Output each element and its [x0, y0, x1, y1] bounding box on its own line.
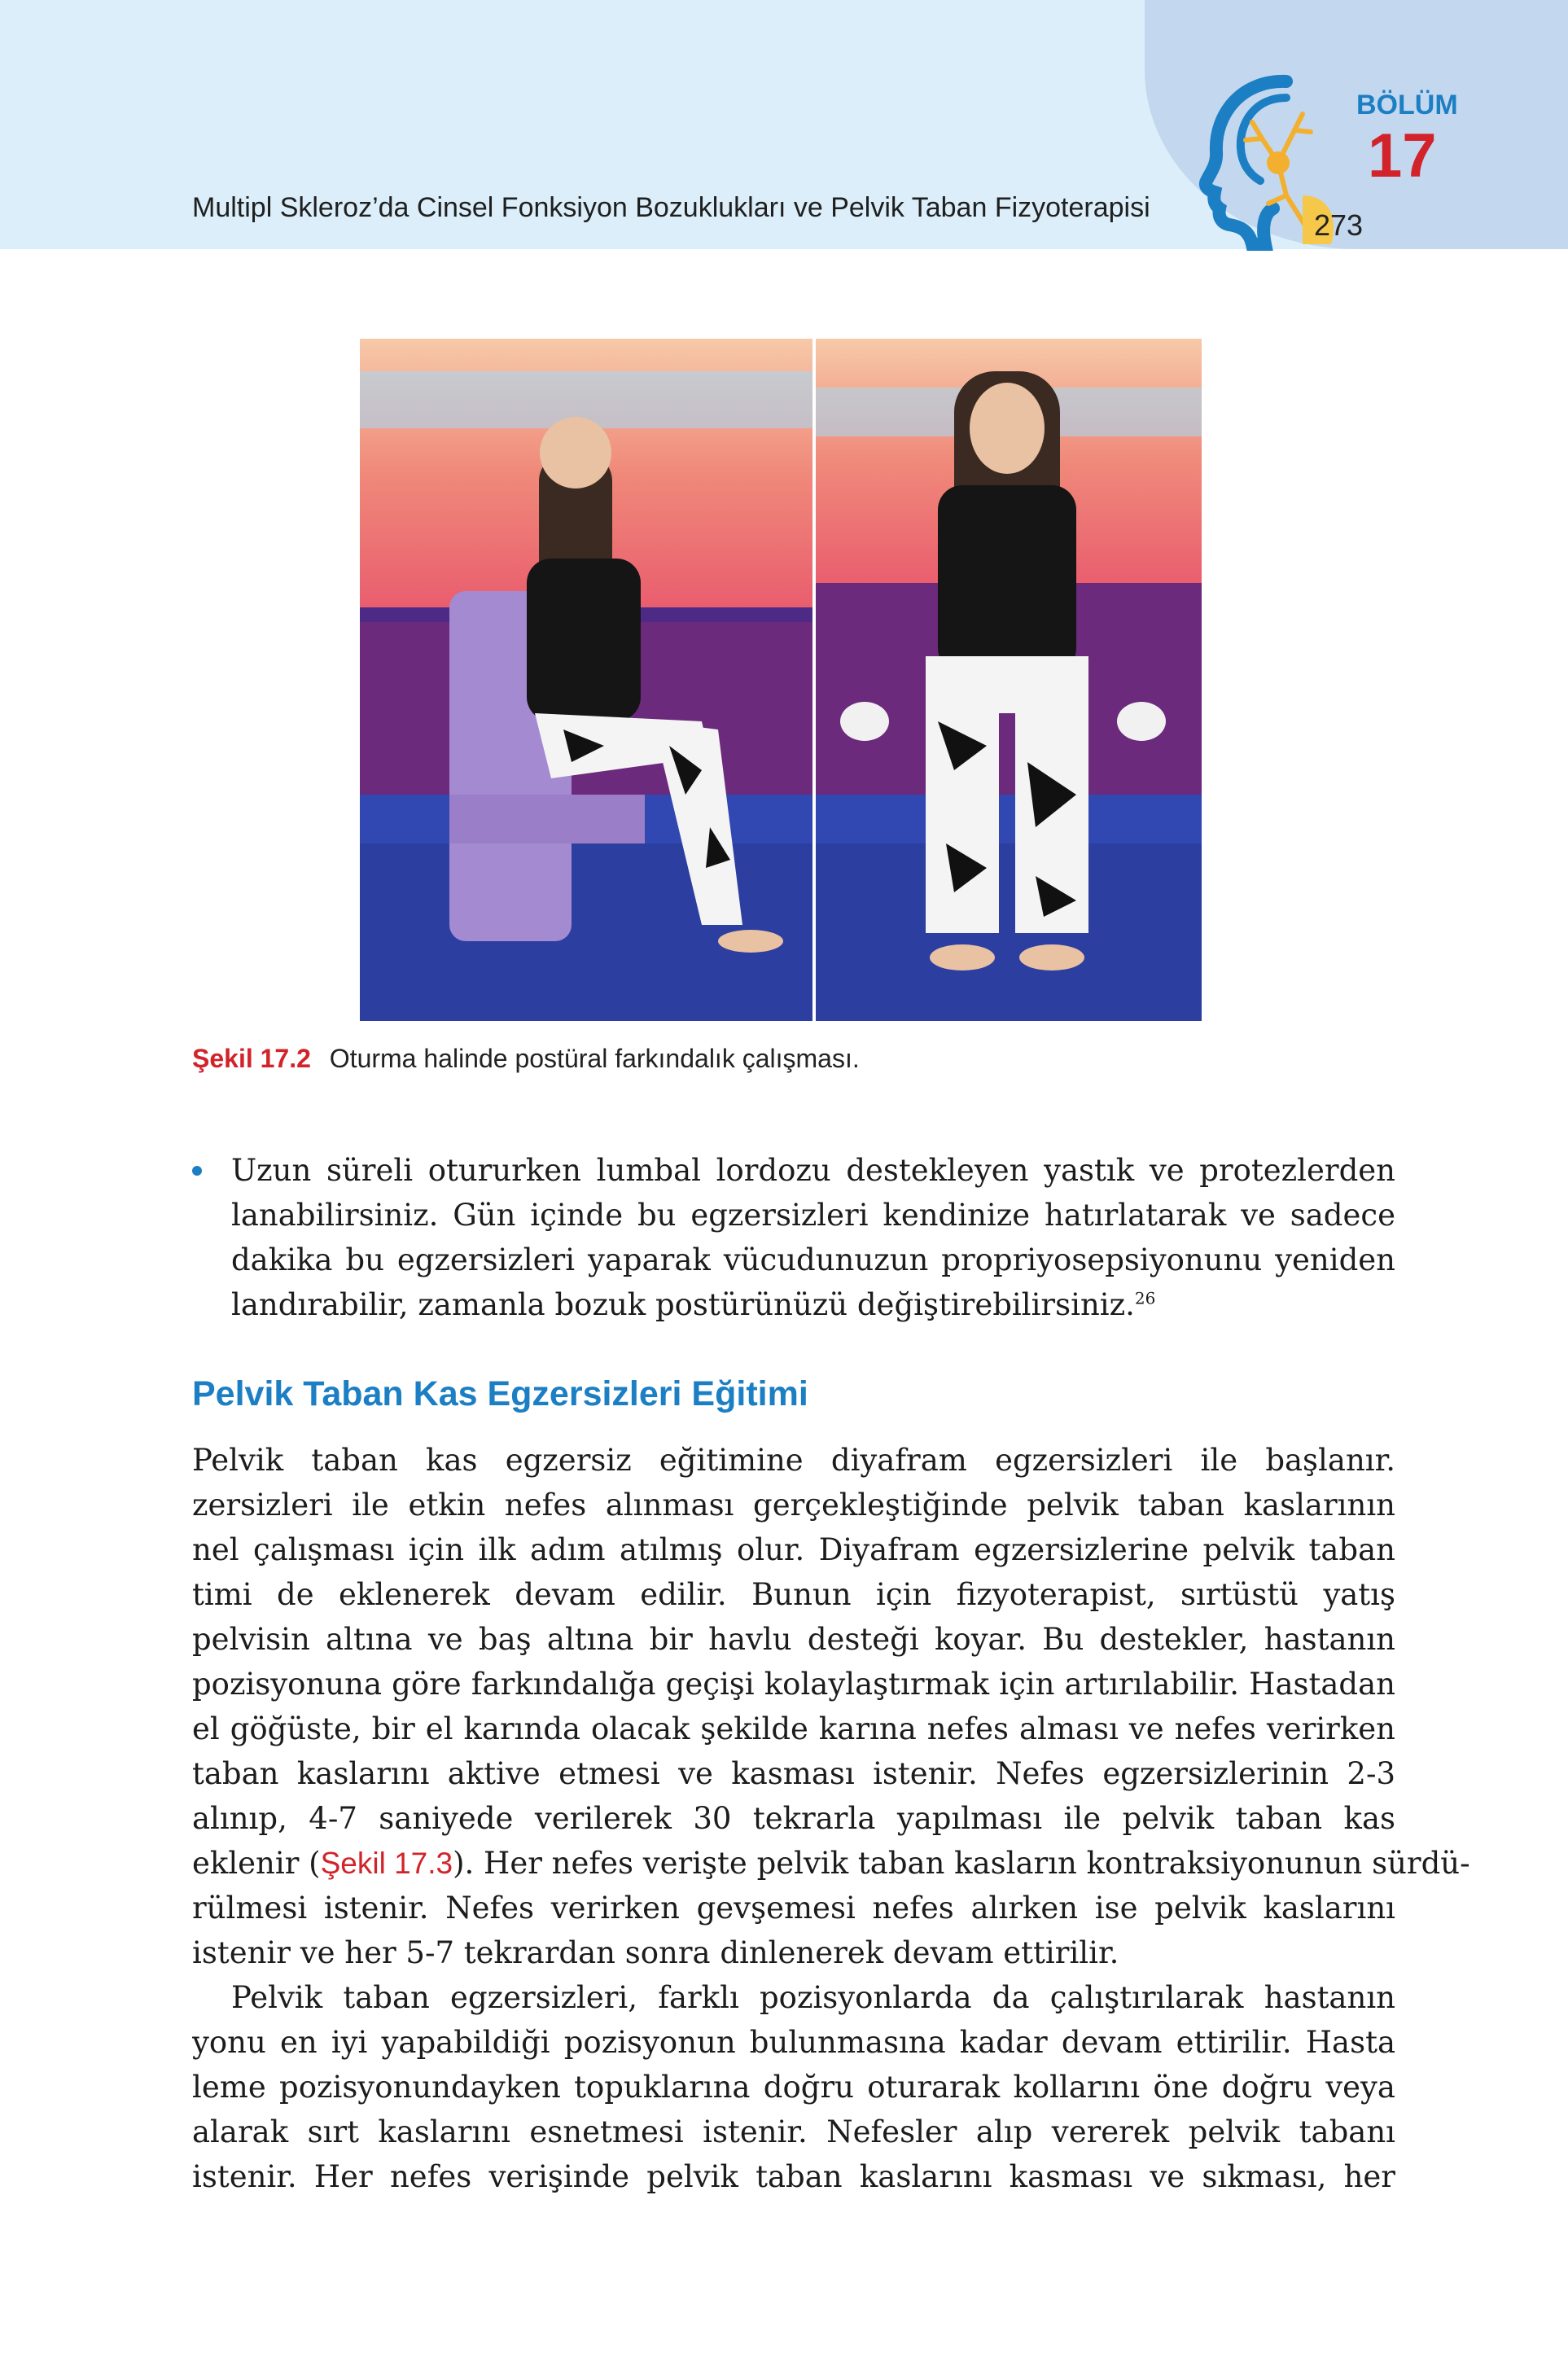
figure-photo-side-view	[360, 339, 812, 1021]
paragraph-line: taban kaslarını aktive etmesi ve kasması istenir. Nefes egzersizlerinin 2-3	[192, 1756, 1395, 1791]
bullet-line: Uzun süreli otururken lumbal lordozu destekleyen yastık ve protezlerden	[231, 1153, 1395, 1188]
paragraph-line: Pelvik taban egzersizleri, farklı pozisyonlarda da çalıştırılarak hastanın	[231, 1980, 1395, 2015]
figure-reference-link[interactable]: Şekil 17.3	[320, 1847, 453, 1880]
bullet-line-last	[231, 1282, 1395, 1327]
bullet-paragraph	[231, 1148, 1395, 1327]
paragraph-line: el göğüste, bir el karında olacak şekilde karına nefes alması ve nefes verirken	[192, 1711, 1395, 1746]
paragraph-2	[192, 1975, 1395, 2199]
paragraph-1	[192, 1438, 1470, 1975]
chapter-label: BÖLÜM	[1356, 90, 1458, 120]
figure-caption-label: Şekil 17.2	[192, 1044, 311, 1073]
paragraph-line: timi de eklenerek devam edilir. Bunun için fizyoterapist, sırtüstü yatış	[192, 1577, 1395, 1612]
figure-caption	[192, 1044, 860, 1074]
chapter-number: 17	[1368, 121, 1437, 191]
reference-superscript: 26	[1134, 1288, 1156, 1308]
bullet-line: lanabilirsiniz. Gün içinde bu egzersizleri kendinize hatırlatarak ve sadece	[231, 1198, 1395, 1233]
paragraph-line: yonu en iyi yapabildiği pozisyonun bulunmasına kadar devam ettirilir. Hasta	[192, 2025, 1395, 2060]
paragraph-line: pelvisin altına ve baş altına bir havlu desteği koyar. Bu destekler, hastanın	[192, 1622, 1395, 1657]
bullet-line: dakika bu egzersizleri yaparak vücudunuzun propriyosepsiyonunu yeniden	[231, 1242, 1395, 1277]
paragraph-line: nel çalışması için ilk adım atılmış olur. Diyafram egzersizlerine pelvik taban	[192, 1532, 1395, 1567]
paragraph-line-with-figure-ref	[192, 1841, 1470, 1886]
paragraph-line: pozisyonuna göre farkındalığa geçişi kolaylaştırmak için artırılabilir. Hastadan	[192, 1667, 1395, 1702]
bullet-dot	[192, 1166, 202, 1176]
running-title: Multipl Skleroz’da Cinsel Fonksiyon Bozuklukları ve Pelvik Taban Fizyoterapisi	[192, 192, 1150, 223]
line-text-after-ref: ). Her nefes verişte pelvik taban kasların kontraksiyonunun sürdü-	[453, 1846, 1470, 1881]
line-text-before-ref: eklenir (	[192, 1846, 321, 1881]
paragraph-line: alarak sırt kaslarını esnetmesi istenir. Nefesler alıp vererek pelvik tabanı	[192, 2114, 1395, 2149]
paragraph-line: zersizleri ile etkin nefes alınması gerçekleştiğinde pelvik taban kaslarının	[192, 1488, 1395, 1523]
bullet-line-text: landırabilir, zamanla bozuk postürünüzü değiştirebilirsiniz.	[231, 1287, 1135, 1322]
page-number: 273	[1314, 208, 1364, 242]
paragraph-line: rülmesi istenir. Nefes verirken gevşemesi nefes alırken ise pelvik kaslarını	[192, 1891, 1395, 1926]
figure-photo-front-view	[816, 339, 1202, 1021]
paragraph-line: alınıp, 4-7 saniyede verilerek 30 tekrarla yapılması ile pelvik taban kas	[192, 1801, 1395, 1836]
paragraph-line: Pelvik taban kas egzersiz eğitimine diyafram egzersizleri ile başlanır.	[192, 1443, 1395, 1478]
paragraph-line: leme pozisyonundayken topuklarına doğru oturarak kollarını öne doğru veya	[192, 2070, 1395, 2105]
paragraph-line: istenir. Her nefes verişinde pelvik taban kaslarını kasması ve sıkması, her	[192, 2159, 1395, 2194]
section-heading: Pelvik Taban Kas Egzersizleri Eğitimi	[192, 1374, 808, 1413]
paragraph-line: istenir ve her 5-7 tekrardan sonra dinlenerek devam ettirilir.	[192, 1935, 1119, 1970]
figure-caption-text: Oturma halinde postüral farkındalık çalışması.	[329, 1044, 860, 1073]
